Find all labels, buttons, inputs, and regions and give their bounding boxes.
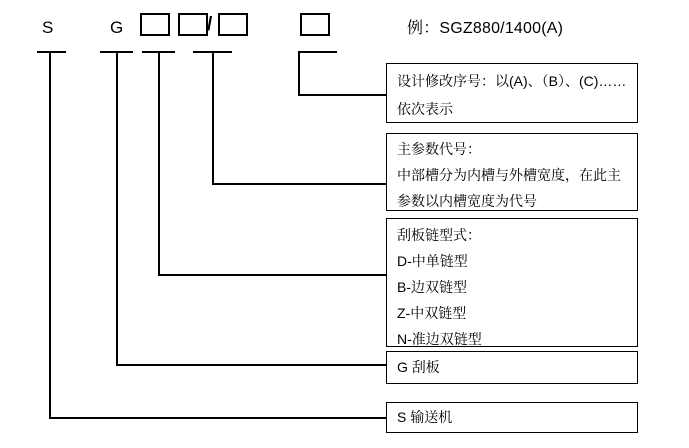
annotation-chain-type	[386, 218, 638, 347]
code-box-chain-type	[140, 13, 170, 36]
connector-vertical-s	[49, 51, 51, 419]
code-box-main-param	[178, 13, 208, 36]
connector-vertical-chain-type	[158, 51, 160, 275]
code-slash: /	[207, 14, 213, 35]
connector-horizontal-revision	[298, 94, 387, 96]
annotation-line: 刮板链型式：	[397, 227, 481, 243]
code-box-revision	[300, 13, 330, 36]
annotation-conveyor	[386, 402, 638, 433]
tick-s	[37, 51, 66, 53]
annotation-line: B-边双链型	[397, 279, 467, 295]
annotation-line: Z-中双链型	[397, 305, 467, 321]
annotation-line: D-中单链型	[397, 253, 468, 269]
connector-horizontal-g	[116, 364, 387, 366]
annotation-line: G 刮板	[397, 359, 440, 375]
example-label: 例：SGZ880/1400(A)	[407, 20, 564, 37]
annotation-main-param	[386, 133, 638, 211]
code-letter-g: G	[110, 18, 124, 37]
annotation-line: N-准边双链型	[397, 331, 482, 347]
annotation-scraper	[386, 351, 638, 384]
connector-horizontal-s	[49, 417, 387, 419]
connector-vertical-main-param	[212, 51, 214, 184]
annotation-line: 参数以内槽宽度为代号	[397, 193, 537, 209]
connector-horizontal-main-param	[212, 183, 387, 185]
tick-revision	[298, 51, 337, 53]
code-box-after-slash	[218, 13, 248, 36]
connector-vertical-g	[116, 51, 118, 365]
annotation-design-revision	[386, 63, 638, 123]
annotation-line: 中部槽分为内槽与外槽宽度，在此主	[397, 167, 621, 183]
annotation-line: 依次表示	[397, 101, 453, 117]
annotation-line: 设计修改序号：以(A)、（B）、(C)……	[397, 73, 627, 89]
annotation-line: S 输送机	[397, 409, 453, 425]
annotation-line: 主参数代号：	[397, 141, 481, 157]
code-letter-s: S	[42, 18, 54, 37]
connector-horizontal-chain-type	[158, 274, 387, 276]
connector-vertical-revision	[298, 51, 300, 96]
